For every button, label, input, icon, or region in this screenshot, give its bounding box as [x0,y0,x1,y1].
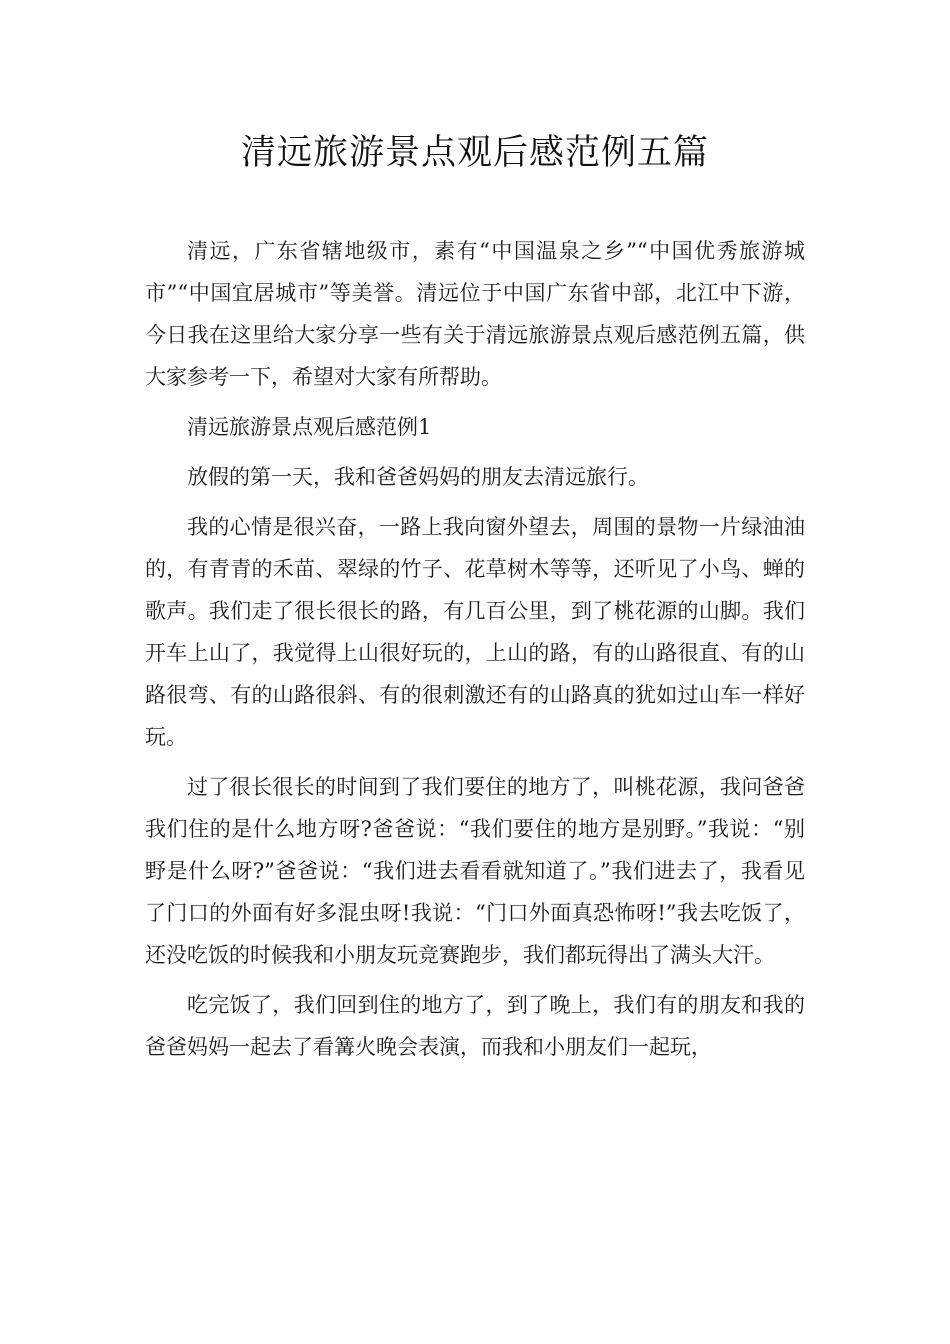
body-paragraph: 放假的第一天，我和爸爸妈妈的朋友去清远旅行。 [187,465,649,489]
body-paragraph: 过了很长很长的时间到了我们要住的地方了，叫桃花源，我问爸爸我们住的是什么地方呀?爸爸说：“我们要住的地方是别野。”我说：“别野是什么呀?”爸爸说：“我们进去看看就知道了。”我们进去了，我看见了门口的外面有好多混虫呀!我说：“门口外面真恐怖呀!”我去吃饭了，还没吃饭的时候我和小朋友玩竞赛跑步，我们都玩得出了满头大汗。 [145,775,805,967]
section-heading: 清远旅游景点观后感范例1 [187,415,432,439]
document-body [145,230,805,1076]
document-title: 清远旅游景点观后感范例五篇 [240,133,709,173]
intro-paragraph: 清远，广东省辖地级市，素有“中国温泉之乡”“中国优秀旅游城市”“中国宜居城市”等美誉。清远位于中国广东省中部，北江中下游，今日我在这里给大家分享一些有关于清远旅游景点观后感范例五篇，供大家参考一下，希望对大家有所帮助。 [145,239,805,389]
body-paragraph: 我的心情是很兴奋，一路上我向窗外望去，周围的景物一片绿油油的，有青青的禾苗、翠绿的竹子、花草树木等等，还听见了小鸟、蝉的歌声。我们走了很长很长的路，有几百公里，到了桃花源的山脚。我们开车上山了，我觉得上山很好玩的，上山的路，有的山路很直、有的山路很弯、有的山路很斜、有的很刺激还有的山路真的犹如过山车一样好玩。 [145,515,805,749]
body-paragraph: 吃完饭了，我们回到住的地方了，到了晚上，我们有的朋友和我的爸爸妈妈一起去了看篝火晚会表演，而我和小朋友们一起玩， [145,993,805,1059]
